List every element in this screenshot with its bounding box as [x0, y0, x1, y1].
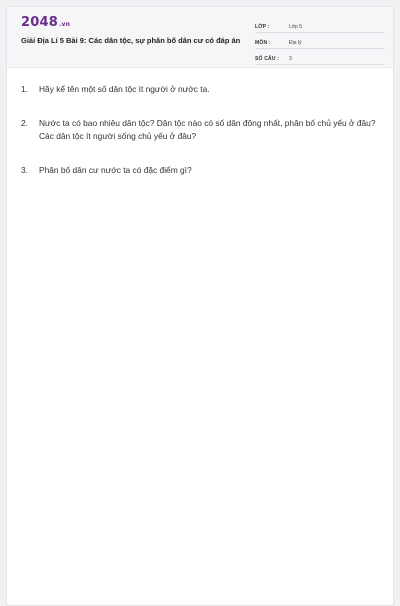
logo-text: 2048 [21, 15, 58, 30]
meta-label-subject: MÔN : [255, 40, 271, 46]
document-title: Giải Địa Lí 5 Bài 9: Các dân tộc, sự phân bố dân cư có đáp án [21, 36, 241, 45]
meta-value-subject: Địa lý [289, 40, 302, 46]
question-list [21, 83, 383, 177]
site-logo[interactable] [21, 16, 70, 32]
meta-row-subject [255, 33, 385, 49]
meta-value-grade: Lớp 5 [289, 24, 303, 30]
meta-info [255, 17, 385, 65]
worksheet-page [6, 6, 394, 606]
question-item [21, 117, 383, 143]
question-text: Nước ta có bao nhiêu dân tộc? Dân tộc nào có số dân đông nhất, phân bố chủ yếu ở đâu? Các dân tộc ít người sống chủ yếu ở đâu? [39, 118, 376, 141]
question-number: 2. [21, 118, 28, 128]
question-number: 3. [21, 165, 28, 175]
question-item [21, 164, 383, 177]
meta-label-grade: LỚP : [255, 24, 270, 30]
meta-value-question-count: 3 [289, 56, 292, 62]
logo-domain: .vn [58, 21, 71, 28]
meta-row-grade [255, 17, 385, 33]
question-text: Phân bố dân cư nước ta có đặc điểm gì? [39, 165, 192, 175]
question-item [21, 83, 383, 96]
question-text: Hãy kể tên một số dân tộc ít người ở nước ta. [39, 84, 210, 94]
question-number: 1. [21, 84, 28, 94]
meta-row-question-count [255, 49, 385, 65]
meta-label-question-count: SỐ CÂU : [255, 56, 280, 62]
worksheet-header [7, 7, 393, 68]
